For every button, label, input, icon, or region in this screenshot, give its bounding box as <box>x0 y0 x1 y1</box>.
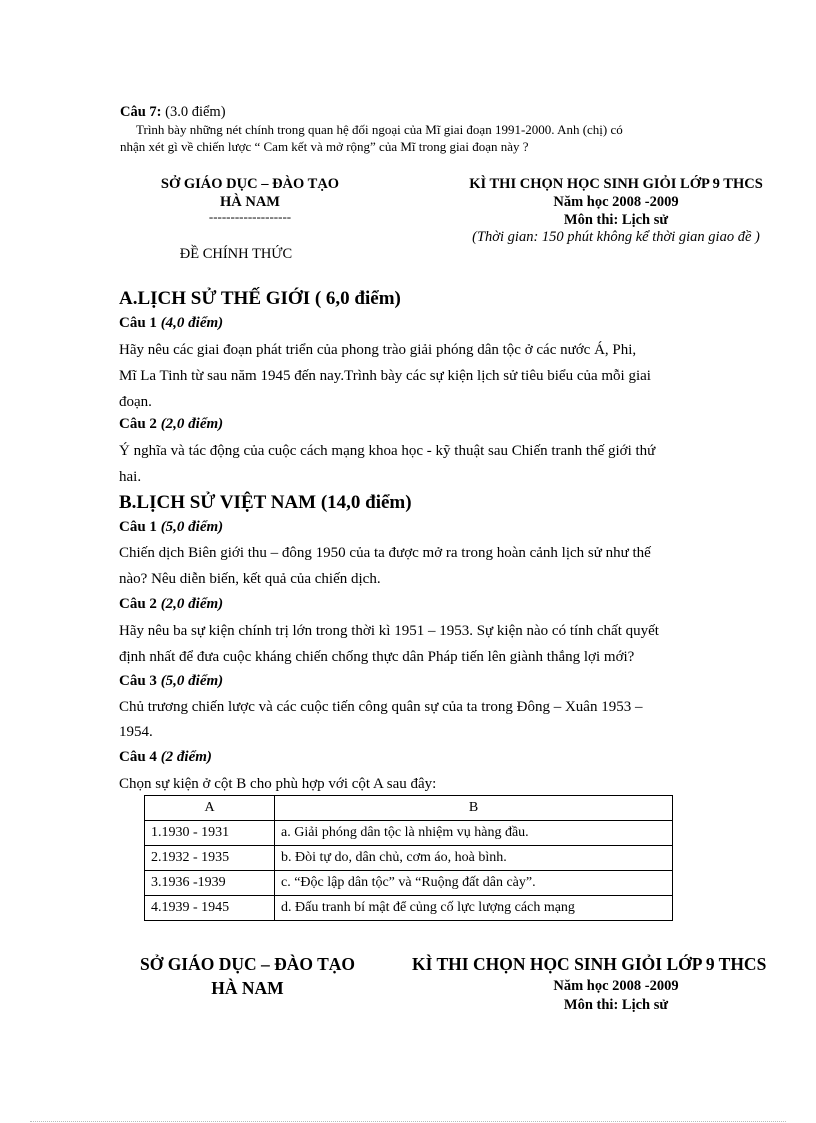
section-b-q3-heading <box>119 673 223 690</box>
header-province: HÀ NAM <box>219 194 280 210</box>
section-b-q1-line-1: Chiến dịch Biên giới thu – đông 1950 của ta được mở ra trong hoàn cảnh lịch sử như thế <box>119 545 651 561</box>
table-row <box>145 846 673 871</box>
section-b-q1-label: Câu 1 <box>119 519 157 535</box>
section-a-q2-line-2: hai. <box>119 469 142 485</box>
exam-time: (Thời gian: 150 phút không kể thời gian giao đề ) <box>472 229 760 245</box>
section-b-q2-heading <box>119 596 223 613</box>
section-a-q1-heading <box>119 315 223 332</box>
section-a-q2-line-1: Ý nghĩa và tác động của cuộc cách mạng khoa học - kỹ thuật sau Chiến tranh thế giới thứ <box>119 443 656 459</box>
section-a-q1-line-1: Hãy nêu các giai đoạn phát triển của phong trào giải phóng dân tộc ở các nước Á, Phi, <box>119 342 637 358</box>
section-b-q2-line-2: định nhất để đưa cuộc kháng chiến chống thực dân Pháp tiến lên giành thắng lợi mới? <box>119 649 635 665</box>
footer-province: HÀ NAM <box>211 978 284 998</box>
page-bottom-divider <box>30 1121 786 1122</box>
table-cell-b: b. Đòi tự do, dân chủ, cơm áo, hoà bình. <box>275 846 673 871</box>
prev-question-label: Câu 7: <box>120 104 162 120</box>
section-a-q1-points: (4,0 điểm) <box>160 315 224 331</box>
table-header-b: B <box>275 796 673 821</box>
table-header-row <box>145 796 673 821</box>
section-a-q2-heading <box>119 416 223 433</box>
table-row <box>145 896 673 921</box>
prev-question-title <box>120 104 226 121</box>
section-b-q3-line-2: 1954. <box>119 724 153 740</box>
table-cell-a: 4.1939 - 1945 <box>145 896 275 921</box>
exam-title: KÌ THI CHỌN HỌC SINH GIỎI LỚP 9 THCS <box>469 176 763 192</box>
section-b-q4-line-1: Chọn sự kiện ở cột B cho phù hợp với cột A sau đây: <box>119 776 437 792</box>
official-label: ĐỀ CHÍNH THỨC <box>179 246 293 262</box>
footer-exam-subject: Môn thi: Lịch sử <box>563 997 669 1013</box>
section-b-q2-line-1: Hãy nêu ba sự kiện chính trị lớn trong thời kì 1951 – 1953. Sự kiện nào có tính chất quyết <box>119 623 659 639</box>
section-b-q4-label: Câu 4 <box>119 749 157 765</box>
section-b-title: B.LỊCH SỬ VIỆT NAM (14,0 điểm) <box>119 492 412 513</box>
section-b-q3-points: (5,0 điểm) <box>160 673 224 689</box>
section-a-q1-line-2: Mĩ La Tinh từ sau năm 1945 đến nay.Trình bày các sự kiện lịch sử tiêu biểu của mỗi giai <box>119 368 651 384</box>
section-a-q2-points: (2,0 điểm) <box>160 416 224 432</box>
header-divider: ------------------- <box>208 209 292 224</box>
section-b-q1-line-2: nào? Nêu diễn biến, kết quả của chiến dịch. <box>119 571 381 587</box>
section-a-q2-label: Câu 2 <box>119 416 157 432</box>
header-dept: SỞ GIÁO DỤC – ĐÀO TẠO <box>160 176 340 192</box>
table-header-a: A <box>145 796 275 821</box>
section-b-q2-label: Câu 2 <box>119 596 157 612</box>
section-b-q3-line-1: Chủ trương chiến lược và các cuộc tiến công quân sự của ta trong Đông – Xuân 1953 – <box>119 699 643 715</box>
exam-year: Năm học 2008 -2009 <box>553 194 679 210</box>
section-b-q1-heading <box>119 519 223 536</box>
section-b-q4-heading <box>119 749 212 766</box>
section-b-q3-label: Câu 3 <box>119 673 157 689</box>
section-a-title: A.LỊCH SỬ THẾ GIỚI ( 6,0 điểm) <box>119 288 401 309</box>
footer-dept: SỞ GIÁO DỤC – ĐÀO TẠO <box>139 954 356 974</box>
matching-table <box>144 795 673 921</box>
prev-question-line-2: nhận xét gì về chiến lược “ Cam kết và mở rộng” của Mĩ trong giai đoạn này ? <box>120 139 529 154</box>
prev-question-points: (3.0 điểm) <box>165 104 226 120</box>
table-cell-a: 1.1930 - 1931 <box>145 821 275 846</box>
table-cell-a: 3.1936 -1939 <box>145 871 275 896</box>
section-a-q1-label: Câu 1 <box>119 315 157 331</box>
table-cell-b: c. “Độc lập dân tộc” và “Ruộng đất dân cày”. <box>275 871 673 896</box>
section-b-q4-points: (2 điểm) <box>160 749 212 765</box>
table-cell-b: a. Giải phóng dân tộc là nhiệm vụ hàng đầu. <box>275 821 673 846</box>
section-a-q1-line-3: đoạn. <box>119 394 152 410</box>
table-cell-b: d. Đấu tranh bí mật để củng cố lực lượng cách mạng <box>275 896 673 921</box>
table-cell-a: 2.1932 - 1935 <box>145 846 275 871</box>
footer-exam-year: Năm học 2008 -2009 <box>553 978 679 994</box>
section-b-q2-points: (2,0 điểm) <box>160 596 224 612</box>
footer-exam-title: KÌ THI CHỌN HỌC SINH GIỎI LỚP 9 THCS <box>412 954 767 974</box>
table-row <box>145 871 673 896</box>
section-b-q1-points: (5,0 điểm) <box>160 519 224 535</box>
table-row <box>145 821 673 846</box>
exam-subject: Môn thi: Lịch sử <box>563 212 669 228</box>
prev-question-line-1: Trình bày những nét chính trong quan hệ đối ngoại của Mĩ giai đoạn 1991-2000. Anh (chị) có <box>136 122 623 137</box>
